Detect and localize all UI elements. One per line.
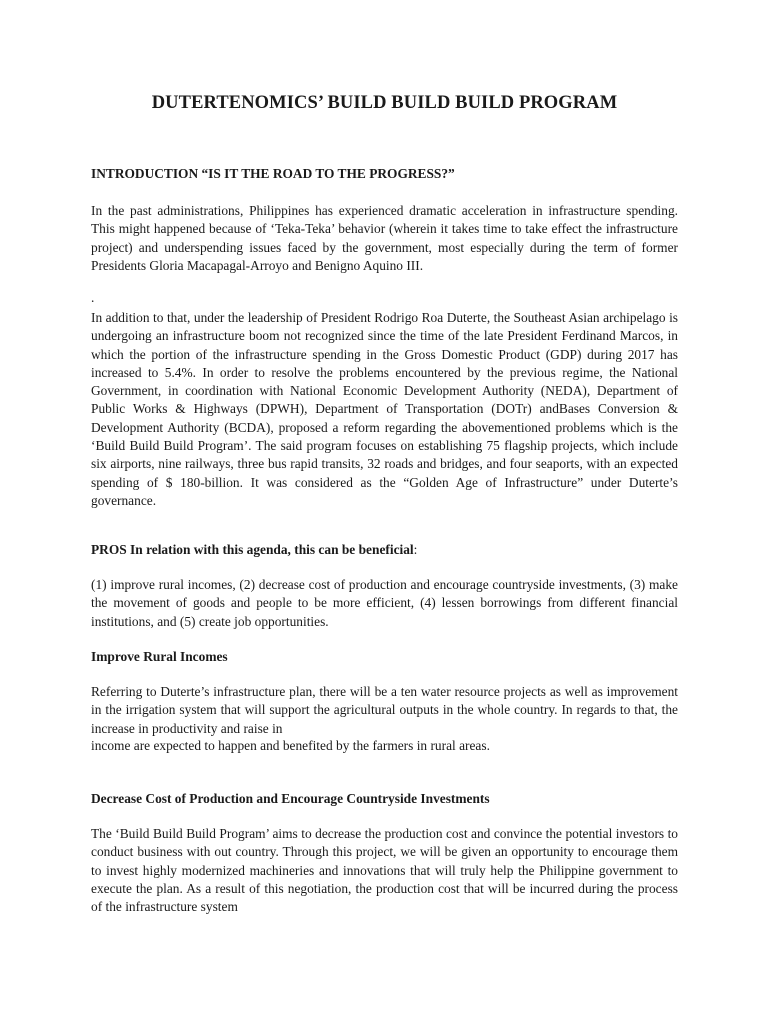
intro-paragraph-2: In addition to that, under the leadership of President Rodrigo Roa Duterte, the Southeast Asian archipelago is undergoing an infrastructure boom not recognized since the time of the late President Ferdinand Marcos, in which the portion of the infrastructure spending in the Gross Domestic Product (GDP) during 2017 has increased to 5.4%. In order to resolve the problems encountered by the previous regime, the National Government, in coordination with National Economic Development Authority (NEDA), Department of Public Works & Highways (DPWH), Department of Transportation (DOTr) andBases Conversion & Development Authority (BCDA), proposed a reform regarding the abovementioned problems which is the ‘Build Build Build Program’. The said program focuses on establishing 75 flagship projects, which include six airports, nine railways, three bus rapid transits, 32 roads and bridges, and four seaports, with an expected spending of $ 180-billion. It was considered as the “Golden Age of Infrastructure” under Duterte’s governance. [91, 310, 678, 508]
pros-heading [91, 542, 417, 558]
pros-list-paragraph: (1) improve rural incomes, (2) decrease cost of production and encourage countryside investments, (3) make the movement of goods and people to be more efficient, (4) lessen borrowings from different financial institutions, and (5) create job opportunities. [91, 577, 678, 629]
document-title: DUTERTENOMICS’ BUILD BUILD BUILD PROGRAM [151, 93, 618, 113]
intro-paragraph-1: In the past administrations, Philippines has experienced dramatic acceleration in infrastructure spending. This might happened because of ‘Teka-Teka’ behavior (wherein it takes time to take effect the infrastructure project) and underspending issues faced by the government, most especially during the term of former Presidents Gloria Macapagal-Arroyo and Benigno Aquino III. [91, 203, 678, 273]
stray-period: . [91, 290, 95, 305]
intro-heading: INTRODUCTION “IS IT THE ROAD TO THE PROGRESS?” [91, 166, 455, 181]
production-cost-paragraph: The ‘Build Build Build Program’ aims to decrease the production cost and convince the potential investors to conduct business with out country. Through this project, we will be given an opportunity to encourage them to invest highly modernized machineries and innovations that will truly help the Philippine government to execute the plan. As a result of this negotiation, the production cost that will be incurred during the process of the infrastructure system [91, 826, 678, 915]
rural-incomes-paragraph: Referring to Duterte’s infrastructure plan, there will be a ten water resource projects as well as improvement in the irrigation system that will support the agricultural outputs in the whole country. In regards to that, the increase in productivity and raise in [91, 684, 678, 736]
section-heading-production-cost: Decrease Cost of Production and Encourage Countryside Investments [91, 791, 490, 806]
rural-incomes-paragraph-cont: income are expected to happen and benefited by the farmers in rural areas. [91, 738, 490, 753]
section-heading-rural-incomes: Improve Rural Incomes [91, 649, 228, 664]
pros-heading-text: PROS In relation with this agenda, this can be beneficial [91, 542, 414, 557]
document-page [91, 0, 678, 1024]
pros-heading-colon: : [413, 542, 418, 557]
